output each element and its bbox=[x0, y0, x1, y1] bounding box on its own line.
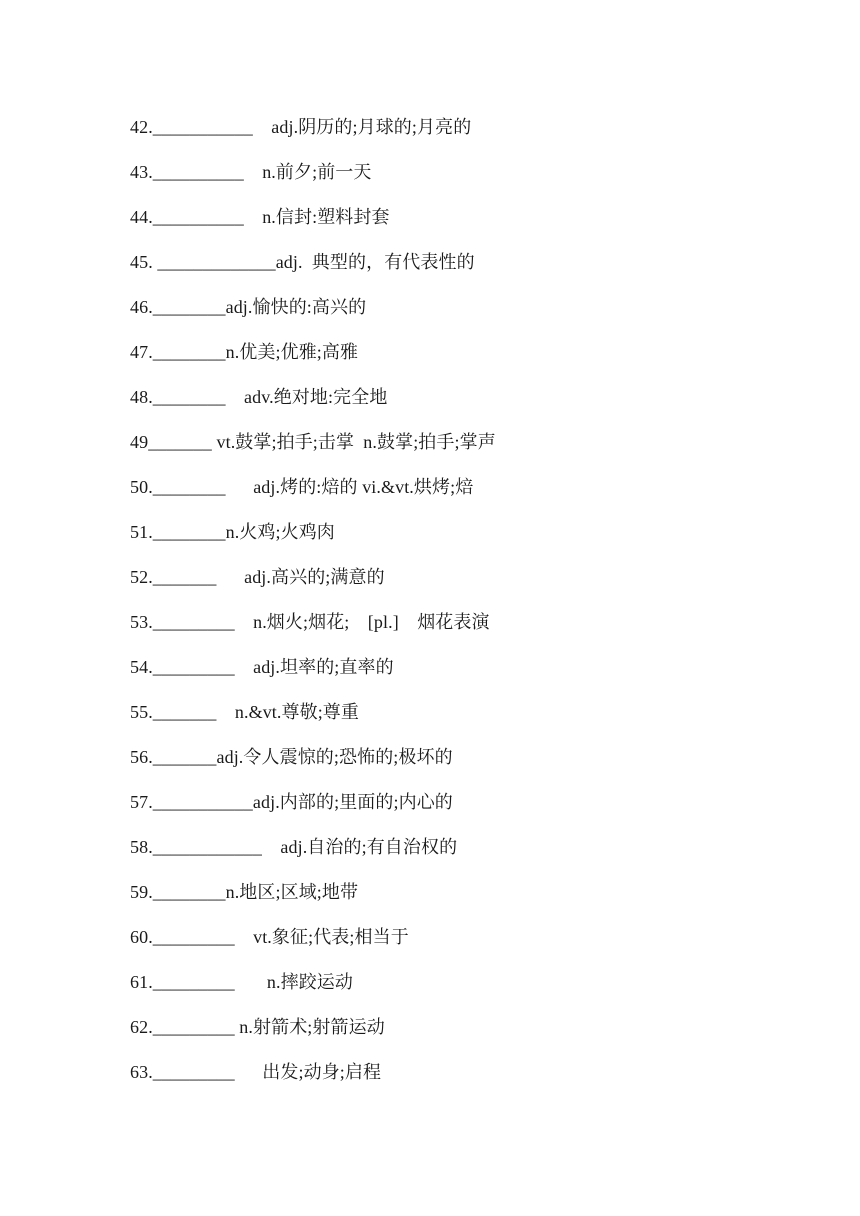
vocab-item-57: 57.___________adj.内部的;里面的;内心的 bbox=[130, 792, 453, 812]
vocab-item-46: 46.________adj.愉快的:高兴的 bbox=[130, 297, 367, 317]
vocab-item-62: 62._________ n.射箭术;射箭运动 bbox=[130, 1017, 385, 1037]
vocab-item-53: 53._________ n.烟火;烟花; [pl.] 烟花表演 bbox=[130, 612, 490, 632]
vocab-item-48: 48.________ adv.绝对地:完全地 bbox=[130, 387, 388, 407]
vocab-item-43: 43.__________ n.前夕;前一天 bbox=[130, 162, 372, 182]
vocab-item-44: 44.__________ n.信封:塑料封套 bbox=[130, 207, 390, 227]
vocab-item-63: 63._________ 出发;动身;启程 bbox=[130, 1062, 382, 1082]
vocab-item-59: 59.________n.地区;区域;地带 bbox=[130, 882, 359, 902]
vocab-item-56: 56._______adj.令人震惊的;恐怖的;极坏的 bbox=[130, 747, 453, 767]
vocab-item-50: 50.________ adj.烤的:焙的 vi.&vt.烘烤;焙 bbox=[130, 477, 474, 497]
vocab-item-60: 60._________ vt.象征;代表;相当于 bbox=[130, 927, 409, 947]
vocab-item-51: 51.________n.火鸡;火鸡肉 bbox=[130, 522, 335, 542]
vocab-item-52: 52._______ adj.高兴的;满意的 bbox=[130, 567, 385, 587]
vocab-item-42: 42.___________ adj.阴历的;月球的;月亮的 bbox=[130, 117, 472, 137]
vocab-item-58: 58.____________ adj.自治的;有自治权的 bbox=[130, 837, 458, 857]
vocabulary-list bbox=[130, 111, 496, 1101]
vocab-item-47: 47.________n.优美;优雅;高雅 bbox=[130, 342, 359, 362]
vocab-item-54: 54._________ adj.坦率的;直率的 bbox=[130, 657, 394, 677]
vocab-item-55: 55._______ n.&vt.尊敬;尊重 bbox=[130, 702, 360, 722]
vocab-item-49: 49_______ vt.鼓掌;拍手;击掌 n.鼓掌;拍手;掌声 bbox=[130, 432, 496, 452]
vocab-item-45: 45. _____________adj. 典型的，有代表性的 bbox=[130, 252, 475, 272]
vocab-item-61: 61._________ n.摔跤运动 bbox=[130, 972, 353, 992]
